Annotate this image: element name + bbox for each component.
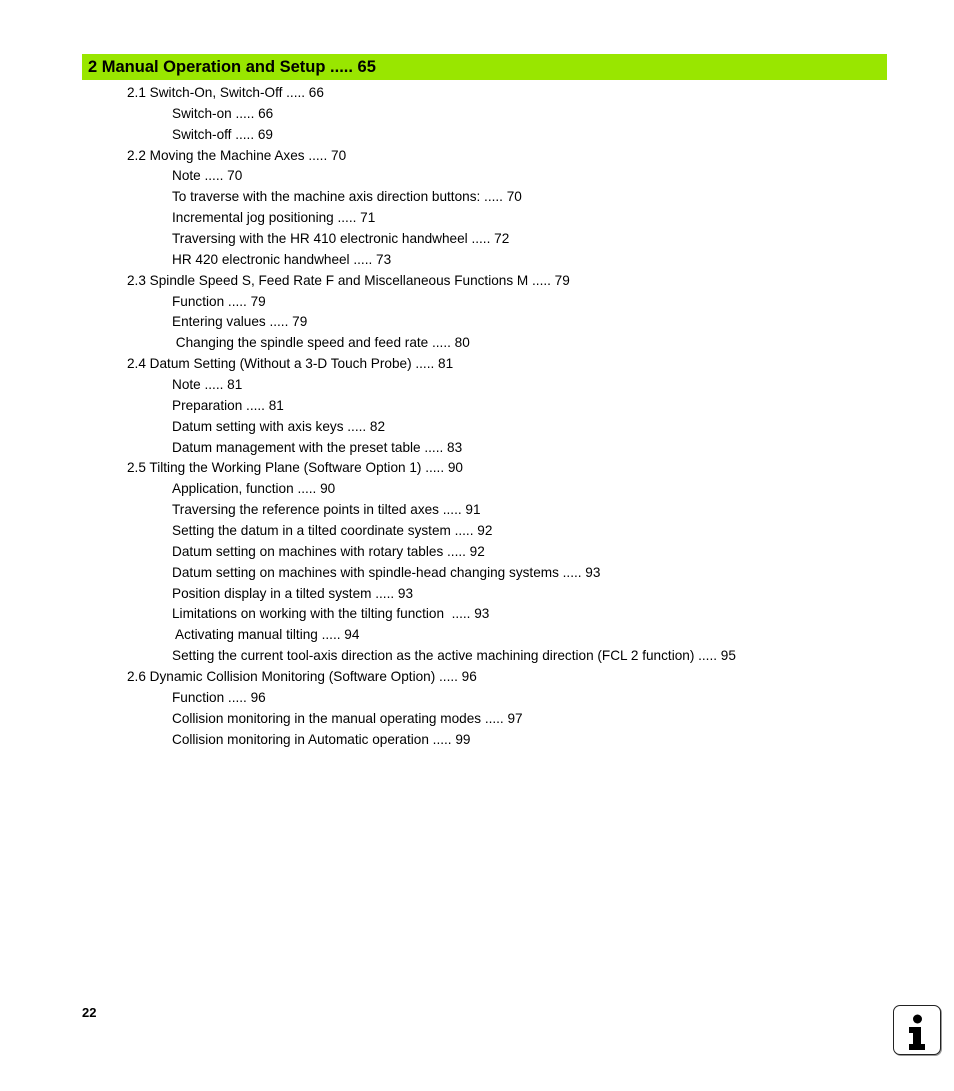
- page-number: 22: [82, 1005, 97, 1020]
- toc-subsection-entry[interactable]: Note ..... 81: [172, 377, 243, 393]
- toc-subsection-entry[interactable]: Switch-on ..... 66: [172, 105, 274, 121]
- toc-section-entry[interactable]: 2.2 Moving the Machine Axes ..... 70: [127, 147, 347, 163]
- toc-subsection-entry[interactable]: To traverse with the machine axis direction buttons: ..... 70: [172, 189, 522, 205]
- toc-section-entry[interactable]: 2.4 Datum Setting (Without a 3-D Touch Probe) ..... 81: [127, 356, 454, 372]
- toc-subsection-entry[interactable]: Datum management with the preset table ..... 83: [172, 439, 463, 455]
- toc-subsection-entry[interactable]: Activating manual tilting ..... 94: [172, 627, 360, 643]
- toc-subsection-entry[interactable]: Traversing with the HR 410 electronic handwheel ..... 72: [172, 231, 510, 247]
- toc-subsection-entry[interactable]: Function ..... 96: [172, 689, 266, 705]
- toc-subsection-entry[interactable]: Preparation ..... 81: [172, 397, 284, 413]
- toc-subsection-entry[interactable]: HR 420 electronic handwheel ..... 73: [172, 251, 392, 267]
- toc-subsection-entry[interactable]: Collision monitoring in the manual operating modes ..... 97: [172, 710, 523, 726]
- toc-section-entry[interactable]: 2.1 Switch-On, Switch-Off ..... 66: [127, 85, 324, 100]
- info-icon[interactable]: [893, 1005, 941, 1055]
- toc-subsection-entry[interactable]: Function ..... 79: [172, 293, 266, 309]
- toc-subsection-entry[interactable]: Changing the spindle speed and feed rate ..... 80: [172, 335, 470, 351]
- toc-subsection-entry[interactable]: Collision monitoring in Automatic operation ..... 99: [172, 731, 471, 747]
- toc-subsection-entry[interactable]: Position display in a tilted system ..... 93: [172, 585, 414, 601]
- chapter-title[interactable]: 2 Manual Operation and Setup ..... 65: [88, 58, 376, 76]
- toc-subsection-entry[interactable]: Entering values ..... 79: [172, 314, 308, 330]
- chapter-header: [82, 54, 887, 80]
- toc-subsection-entry[interactable]: Datum setting on machines with rotary tables ..... 92: [172, 543, 485, 559]
- info-glyph: [894, 1006, 939, 1053]
- toc-subsection-entry[interactable]: Switch-off ..... 69: [172, 126, 273, 142]
- toc-subsection-entry[interactable]: Incremental jog positioning ..... 71: [172, 210, 376, 226]
- toc-subsection-entry[interactable]: Setting the datum in a tilted coordinate system ..... 92: [172, 523, 493, 539]
- toc-subsection-entry[interactable]: Application, function ..... 90: [172, 481, 336, 497]
- toc-section-entry[interactable]: 2.5 Tilting the Working Plane (Software Option 1) ..... 90: [127, 460, 463, 476]
- toc-subsection-entry[interactable]: Datum setting on machines with spindle-head changing systems ..... 93: [172, 564, 601, 580]
- table-of-contents: [0, 83, 954, 751]
- toc-subsection-entry[interactable]: Datum setting with axis keys ..... 82: [172, 418, 386, 434]
- toc-section-entry[interactable]: 2.6 Dynamic Collision Monitoring (Software Option) ..... 96: [127, 669, 477, 685]
- toc-subsection-entry[interactable]: Setting the current tool-axis direction as the active machining direction (FCL 2 function) ..... 95: [172, 648, 736, 664]
- toc-section-entry[interactable]: 2.3 Spindle Speed S, Feed Rate F and Miscellaneous Functions M ..... 79: [127, 272, 570, 288]
- toc-subsection-entry[interactable]: Traversing the reference points in tilted axes ..... 91: [172, 502, 481, 518]
- toc-subsection-entry[interactable]: Note ..... 70: [172, 168, 243, 184]
- toc-subsection-entry[interactable]: Limitations on working with the tilting function ..... 93: [172, 606, 490, 622]
